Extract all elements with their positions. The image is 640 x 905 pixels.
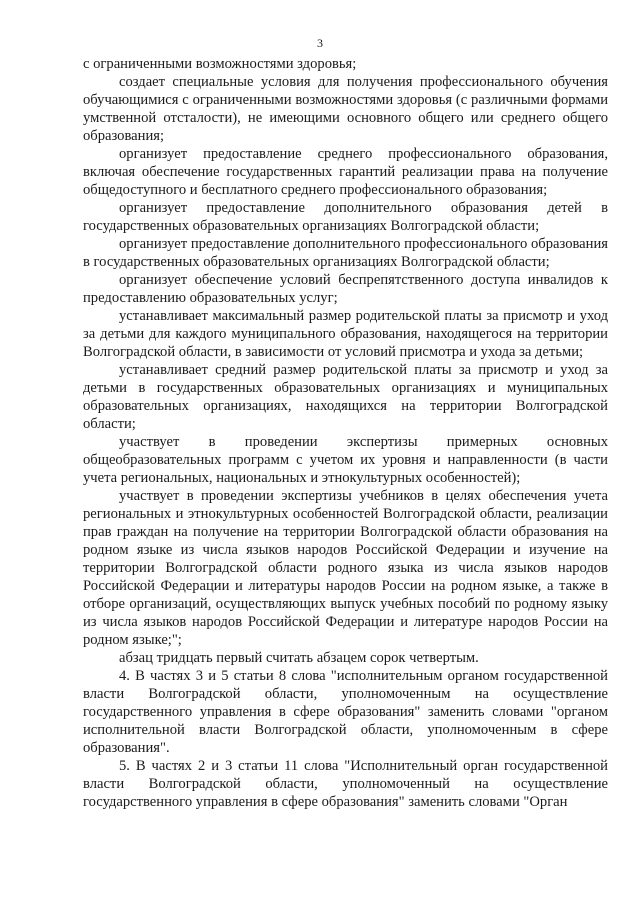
paragraph-continuation: с ограниченными возможностями здоровья; <box>83 56 357 72</box>
paragraph-avg-parental-fee: устанавливает средний размер родительской платы за присмотр и уход за детьми в государственных образовательных организациях и муниципальных образовательных организациях, находящихся на территории Волгоградской области; <box>83 362 608 432</box>
paragraph-textbook-expertise: участвует в проведении экспертизы учебников в целях обеспечения учета региональных и этнокультурных особенностей Волгоградской области, реализации прав граждан на получение на территории Волгоградской области образования на родном языке из числа языков народов Российской Федерации и изучение на территории Волгоградской области родного языка из числа языков народов Российской Федерации и литературы народов России на родном языке, а также в отборе организаций, осуществляющих выпуск учебных пособий по родному языку из числа языков народов Российской Федерации и литературе народов России на родном языке;"; <box>83 488 608 648</box>
paragraph-additional-professional: организует предоставление дополнительного профессионального образования в государственных образовательных организациях Волгоградской области; <box>83 236 608 270</box>
paragraph-renumbering: абзац тридцать первый считать абзацем сорок четвертым. <box>119 650 479 666</box>
document-body <box>83 55 608 811</box>
paragraph-item-4: 4. В частях 3 и 5 статьи 8 слова "исполнительным органом государственной власти Волгоградской области, уполномоченным на осуществление государственного управления в сфере образования" заменить словами "органом исполнительной власти Волгоградской области, уполномоченным в сфере образования". <box>83 668 608 756</box>
paragraph-max-parental-fee: устанавливает максимальный размер родительской платы за присмотр и уход за детьми для каждого муниципального образования, находящегося на территории Волгоградской области, в зависимости от условий присмотра и ухода за детьми; <box>83 308 608 360</box>
paragraph-program-expertise: участвует в проведении экспертизы примерных основных общеобразовательных программ с учетом их уровня и направленности (в части учета региональных, национальных и этнокультурных особенностей); <box>83 434 608 486</box>
page-number: 3 <box>317 36 323 50</box>
paragraph-additional-children: организует предоставление дополнительного образования детей в государственных образовательных организациях Волгоградской области; <box>83 200 608 234</box>
paragraph-special-conditions: создает специальные условия для получения профессионального обучения обучающимися с ограниченными возможностями здоровья (с различными формами умственной отсталости), не имеющими основного общего или среднего общего образования; <box>83 74 608 144</box>
paragraph-accessibility: организует обеспечение условий беспрепятственного доступа инвалидов к предоставлению образовательных услуг; <box>83 272 608 306</box>
paragraph-secondary-vocational: организует предоставление среднего профессионального образования, включая обеспечение государственных гарантий реализации права на получение общедоступного и бесплатного среднего профессионального образования; <box>83 146 608 198</box>
paragraph-item-5: 5. В частях 2 и 3 статьи 11 слова "Исполнительный орган государственной власти Волгоградской области, уполномоченный на осуществление государственного управления в сфере образования" заменить словами "Орган <box>83 758 608 810</box>
